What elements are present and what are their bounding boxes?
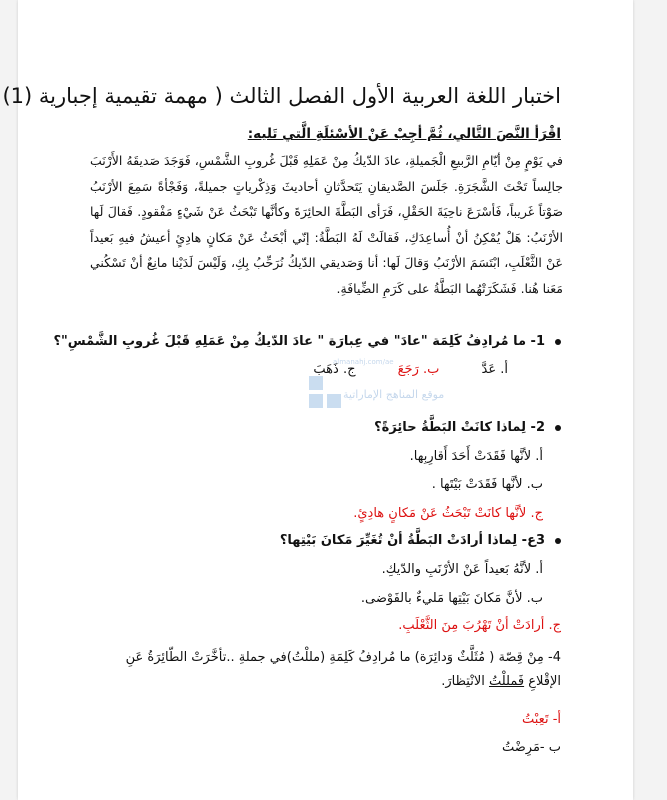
question-1 xyxy=(53,334,561,349)
question-3-option-c-correct: ج. أرادَتْ أنْ تَهْرُبَ مِنَ الثَّعْلَبِ. xyxy=(398,618,561,633)
question-3-text: 3ع- لِماذا أرادَتْ البَطَّةُ أنْ تُغَيِّرَ مَكانَ بَيْتِها؟ xyxy=(279,533,545,548)
question-3-option-b: ب. لأنَّ مَكانَ بَيْتِها مَليءٌ بالفَوْضى. xyxy=(360,591,543,606)
question-2-option-c-correct: ج. لأنَّها كانَتْ تَبْحَثُ عَنْ مَكانٍ هادِئٍ. xyxy=(353,506,543,521)
bullet-icon xyxy=(555,538,561,544)
question-4-text: 4- مِنْ قِصّة ( مُثَلَّثٌ وَدائِرَة) ما مُرادِفُ كَلِمَةِ (مللْتُ)في جملةِ ..تأخَّرَتْ الطّائِرَةُ عَنِ الإقْلاعِ xyxy=(125,650,561,689)
option-b-correct: ب. رَجَعَ xyxy=(397,362,440,377)
question-1-options xyxy=(275,362,508,377)
instruction-heading: اقْرَأ النَّصَ التَّالي، ثُمَّ أجِبْ عَنْ الأسْئلَةِ الَّتي تَليه: xyxy=(247,126,561,142)
option-c: ج. ذَهَبَ xyxy=(313,362,356,377)
option-a: أ. عَدَّ xyxy=(481,362,508,377)
question-2-text: 2- لِماذا كانَتْ البَطَّةُ حائِرَةً؟ xyxy=(374,420,545,435)
question-4-option-b: ب -مَرِضْتُ xyxy=(501,740,561,755)
question-4-text-end: الانْتِظارَ. xyxy=(441,674,489,689)
document-page xyxy=(2,0,633,800)
passage-paragraph: في يَوْمٍ مِنْ أيّامِ الرَّبيعِ الْجَميلةِ، عادَ الدّيكُ مِنْ عَمَلِهِ قَبْلَ غُروبِ الشَّمْسِ، فَوَجَدَ صَديقَهُ الأَرْنَبَ جالِساً تَحْتَ الشَّجَرَةِ. جَلَسَ الصَّديقانِ يَتَحدَّثانِ أحاديثَ وَذِكْرياتٍ جميلةً، وَفَجْأةً سَمِعَ الأرْنَبُ صَوْتاً غَريباً، فَأسْرَعَ ناحِيَةَ الحَقْلِ، فَرَأى البَطَّةَ الحائِرَةَ وكأنَّها تَبْحَثُ عَنْ شَيْءٍ مَفْقودٍ. فَقالَ لَها الأرْنَبُ: هَلْ يُمْكِنُ أنْ أُساعِدَكِ، فَقالَتْ لَهُ البَطَّةُ: إنّي أبْحَثُ عَنْ مَكانٍ هادِئٍ أعيشُ فيهِ بَعيداً عَنْ الثَّعْلَبِ، ابْتَسَمَ الأرْنَبُ وَقالَ لَها: أنا وَصَديقي الدّيكُ نُرَحِّبُ بِكِ، وَلَيْسَ لَدَيْنا مانِعٌ أنْ تَسْكُني مَعَنا هُنا. فَشَكَرَتْهُما البَطَّةُ على كَرَمِ الضِّيافَةِ. xyxy=(90,153,563,296)
bullet-icon xyxy=(555,425,561,431)
question-4-underlined-word: فَمللْتُ xyxy=(488,674,525,689)
reading-passage xyxy=(90,148,563,301)
question-4 xyxy=(90,646,561,694)
question-3 xyxy=(280,533,561,548)
question-2-option-a: أ. لأنَّها فَقَدَتْ أَحَدَ أَقارِبِها. xyxy=(409,449,543,464)
question-4-option-a-correct: أ- تَعِبْتُ xyxy=(521,712,561,727)
question-2-option-b: ب. لأنَّها فَقَدَتْ بَيْتَها . xyxy=(431,477,543,492)
page-title: اختبار اللغة العربية الأول الفصل الثالث ( مهمة تقيمية إجبارية (1) xyxy=(2,84,561,108)
watermark-url: almanahj.com/ae xyxy=(333,358,394,366)
question-1-text: 1- ما مُرادِفُ كَلِمَة "عادَ" في عِبارَة " عادَ الدّيكُ مِنْ عَمَلِهِ قَبْلَ غُروبِ الشَّمْسِ"؟ xyxy=(53,334,545,349)
watermark-text: موقع المناهج الإماراتية xyxy=(343,388,445,401)
question-2 xyxy=(374,420,561,435)
bullet-icon xyxy=(555,339,561,345)
question-3-option-a: أ. لأنَّهُ بَعيداً عَنْ الأرْنَبِ والدّيكِ. xyxy=(381,562,543,577)
